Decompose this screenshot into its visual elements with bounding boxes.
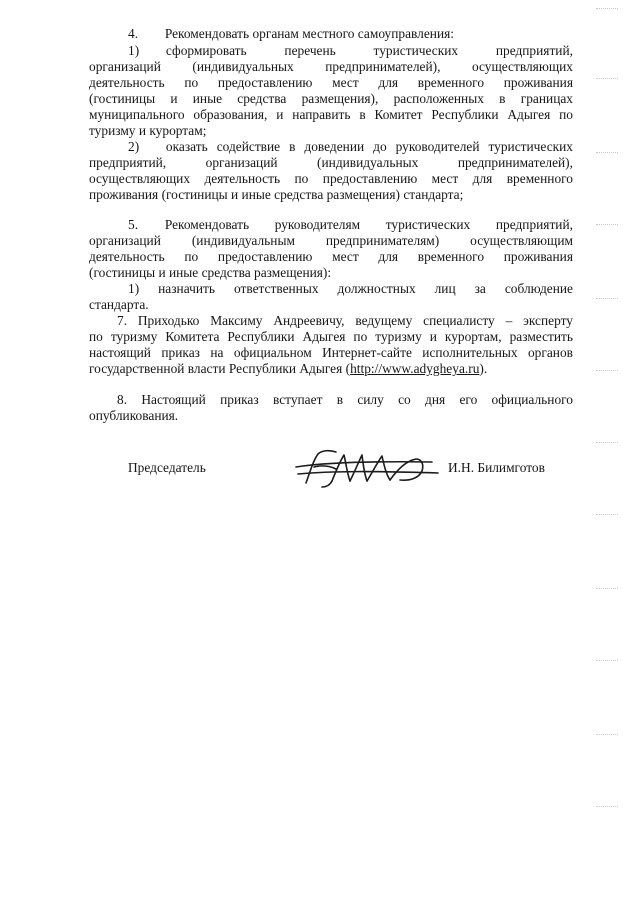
scan-edge-mark bbox=[596, 514, 618, 515]
scan-edge-mark bbox=[596, 298, 618, 299]
handwritten-signature bbox=[292, 447, 442, 489]
scan-edge-mark bbox=[596, 806, 618, 807]
item7-last-suffix: ). bbox=[479, 361, 488, 376]
scan-edge-mark bbox=[596, 588, 618, 589]
item5-line: (гостиницы и иные средства размещения): bbox=[89, 265, 332, 280]
item4-sub2-line: 2) оказать содействие в доведении до руководителей туристических bbox=[128, 139, 573, 154]
item5-line: деятельность по предоставлению мест для временного проживания bbox=[89, 249, 573, 264]
website-link[interactable]: http://www.adygheya.ru bbox=[350, 361, 480, 376]
item4-sub1-line: 1) сформировать перечень туристических предприятий, bbox=[128, 43, 573, 58]
item4-sub1-line: (гостиницы и иные средства размещения), расположенных в границах bbox=[89, 91, 573, 106]
scan-edge-mark bbox=[596, 442, 618, 443]
scan-edge-mark bbox=[596, 734, 618, 735]
item4-sub1-line: туризму и курортам; bbox=[89, 123, 207, 138]
item4-heading: 4. Рекомендовать органам местного самоуправления: bbox=[128, 26, 455, 41]
item5-sub1-line: стандарта. bbox=[89, 297, 149, 312]
item4-sub2-line: проживания (гостиницы и иные средства размещения) стандарта; bbox=[89, 187, 464, 202]
item8-line: опубликования. bbox=[89, 408, 179, 423]
item4-sub1-line: деятельность по предоставлению мест для временного проживания bbox=[89, 75, 573, 90]
item4-sub2-line: осуществляющих деятельность по предоставлению мест для временного bbox=[89, 171, 573, 186]
signatory-title: Председатель bbox=[128, 460, 206, 475]
item5-sub1-line: 1) назначить ответственных должностных лиц за соблюдение bbox=[128, 281, 573, 296]
item7-last-line bbox=[89, 361, 573, 377]
item7-line: по туризму Комитета Республики Адыгея по туризму и курортам, разместить bbox=[89, 329, 573, 344]
item7-line: 7. Приходько Максиму Андреевичу, ведущему специалисту – эксперту bbox=[117, 313, 573, 328]
item4-sub2-line: предприятий, организаций (индивидуальных предпринимателей), bbox=[89, 155, 573, 170]
item5-line: 5. Рекомендовать руководителям туристических предприятий, bbox=[128, 217, 573, 232]
scan-edge-mark bbox=[596, 8, 618, 9]
scan-edge-mark bbox=[596, 660, 618, 661]
signatory-name: И.Н. Билимготов bbox=[448, 460, 545, 475]
scan-edge-mark bbox=[596, 152, 618, 153]
scan-edge-mark bbox=[596, 78, 618, 79]
item7-last-prefix: государственной власти Республики Адыгея ( bbox=[89, 361, 351, 376]
item5-line: организаций (индивидуальным предпринимателям) осуществляющим bbox=[89, 233, 573, 248]
item7-line: настоящий приказ на официальном Интернет-сайте исполнительных органов bbox=[89, 345, 573, 360]
item8-line: 8. Настоящий приказ вступает в силу со дня его официального bbox=[117, 392, 573, 407]
scan-edge-mark bbox=[596, 370, 618, 371]
item4-sub1-line: организаций (индивидуальных предпринимателей), осуществляющих bbox=[89, 59, 573, 74]
scan-edge-mark bbox=[596, 224, 618, 225]
item4-sub1-line: муниципального образования, и направить в Комитет Республики Адыгея по bbox=[89, 107, 573, 122]
